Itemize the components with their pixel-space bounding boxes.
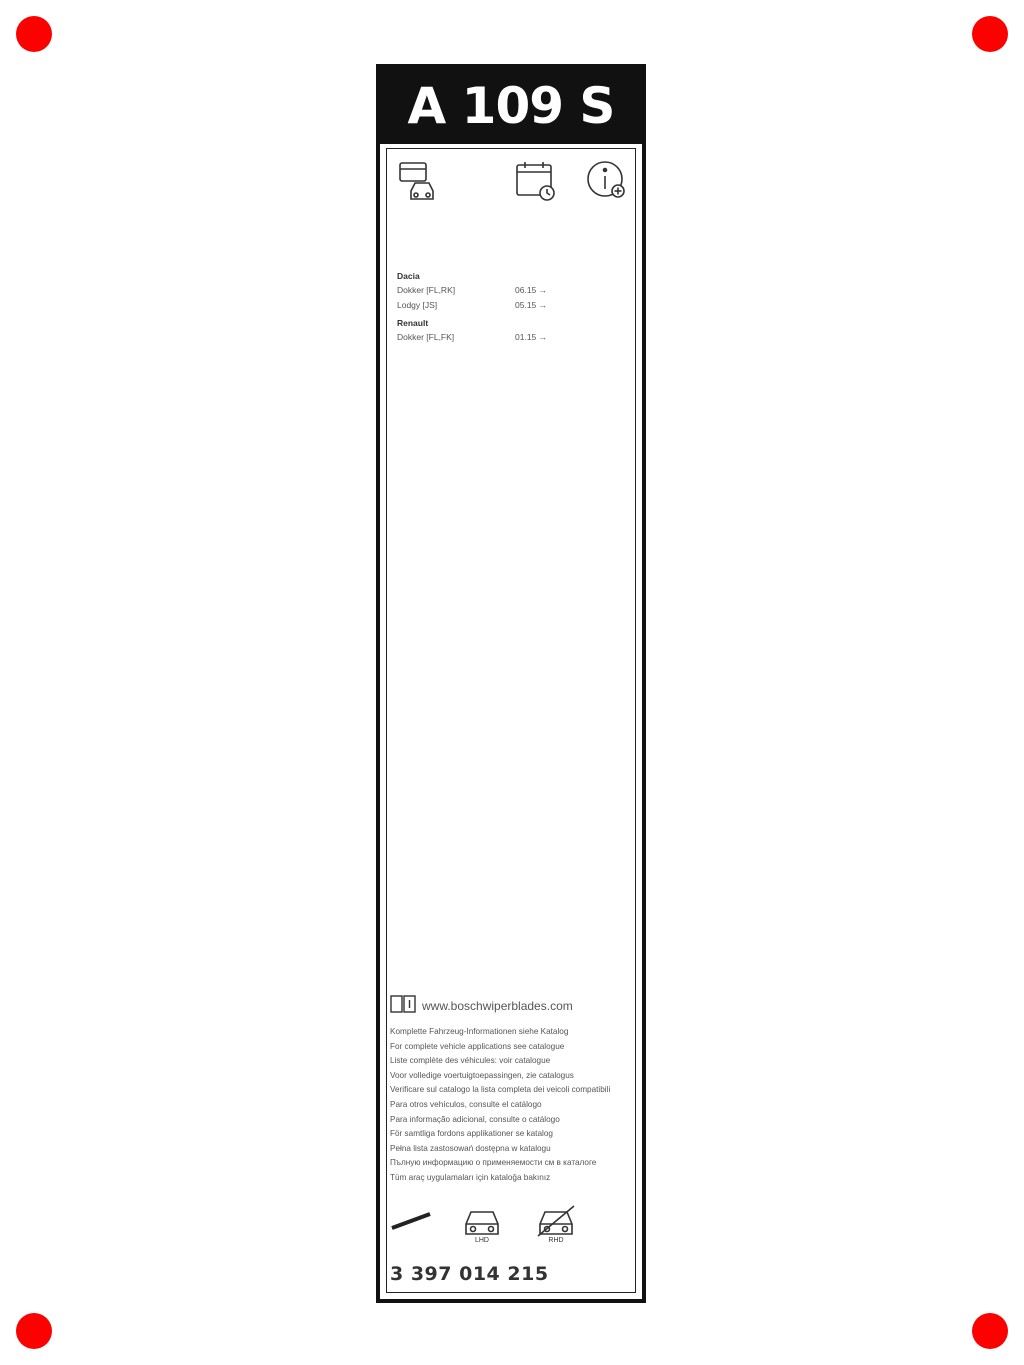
- website-link[interactable]: www.boschwiperblades.com: [422, 998, 573, 1013]
- car-rhd-crossed-icon: [534, 1202, 578, 1249]
- catalogue-note: Tüm araç uygulamaları için kataloğa bakınız: [390, 1172, 551, 1182]
- catalogue-note: För samtliga fordons applikationer se katalog: [390, 1129, 553, 1139]
- calendar-clock-icon: [513, 159, 557, 208]
- wiper-blade-icon: [390, 1210, 434, 1239]
- list-item: [397, 283, 625, 298]
- catalogue-info: [390, 994, 634, 1186]
- catalogue-note: Pełna lista zastosowań dostępna w katalogu: [390, 1143, 551, 1153]
- product-icon-row: [390, 1202, 620, 1244]
- model-from-date: 06.15 →: [515, 285, 548, 295]
- vehicle-model: Dokker [FL,RK]: [397, 285, 456, 295]
- vehicle-model: Dokker [FL,FK]: [397, 332, 455, 342]
- product-label: [376, 64, 646, 1303]
- vehicle-application-list: [397, 269, 625, 345]
- catalogue-note: For complete vehicle applications see catalogue: [390, 1041, 565, 1051]
- corner-marker-bottom-right: [972, 1313, 1008, 1349]
- header-icon-row: [387, 159, 635, 209]
- label-header: [380, 68, 642, 144]
- catalogue-note: Para informação adicional, consulte o catálogo: [390, 1114, 560, 1124]
- corner-marker-top-left: [16, 16, 52, 52]
- catalogue-note: Пълную информацию о применяемости см в каталоге: [390, 1158, 597, 1168]
- car-lhd-label: LHD: [474, 1237, 490, 1244]
- list-item: [397, 330, 625, 345]
- vehicle-application-icon: [397, 159, 441, 208]
- list-item: [397, 298, 625, 313]
- corner-marker-bottom-left: [16, 1313, 52, 1349]
- catalogue-note: Verificare sul catalogo la lista completa dei veicoli compatibili: [390, 1085, 611, 1095]
- catalogue-note: Liste complète des véhicules: voir catalogue: [390, 1056, 551, 1066]
- corner-marker-top-right: [972, 16, 1008, 52]
- website-row: [390, 994, 634, 1017]
- part-number: A 109 S: [407, 77, 615, 135]
- model-from-date: 01.15 →: [515, 332, 548, 342]
- catalogue-note: Voor volledige voertuigtoepassingen, zie catalogus: [390, 1070, 574, 1080]
- info-plus-icon: [585, 159, 629, 208]
- catalogue-notes: [390, 1025, 634, 1186]
- car-rhd-label: RHD: [548, 1237, 564, 1244]
- model-from-date: 05.15 →: [515, 300, 548, 310]
- catalogue-book-icon: [390, 994, 416, 1017]
- vehicle-model: Lodgy [JS]: [397, 300, 438, 310]
- catalogue-note: Komplette Fahrzeug-Informationen siehe Katalog: [390, 1027, 569, 1036]
- catalogue-note: Para otros vehículos, consulte el catálogo: [390, 1099, 542, 1109]
- vehicle-make: Dacia: [397, 271, 420, 281]
- article-number: 3 397 014 215: [390, 1263, 549, 1285]
- vehicle-make: Renault: [397, 318, 429, 328]
- car-lhd-icon: [460, 1202, 504, 1249]
